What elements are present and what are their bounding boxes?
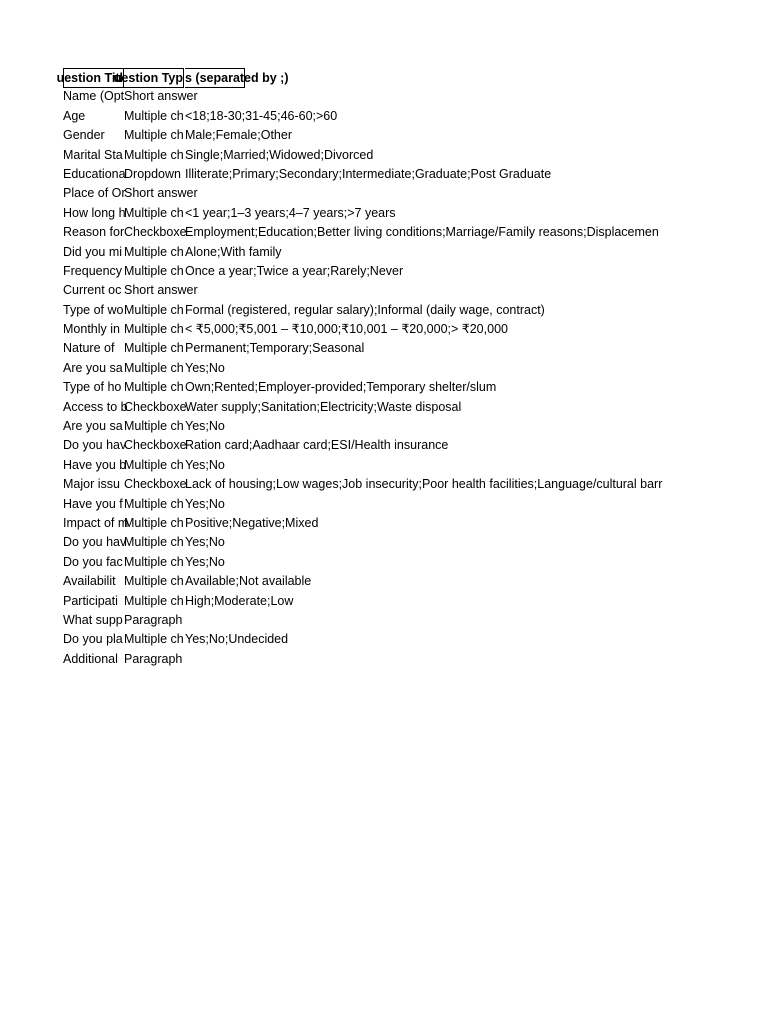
question-type-cell: Short answer [124, 186, 198, 201]
question-title-cell: Additional [63, 651, 118, 666]
options-cell: Positive;Negative;Mixed [185, 515, 319, 530]
question-title-cell: Frequency [63, 263, 123, 278]
options-cell [185, 611, 745, 630]
question-title-cell: Are you sa [63, 360, 123, 375]
question-type-cell: Multiple ch [124, 108, 184, 123]
question-title-cell: Have you f [63, 496, 123, 511]
question-type-cell: Multiple ch [124, 128, 184, 143]
question-title-cell: Type of wo [63, 302, 124, 317]
table-row [62, 107, 752, 126]
options-cell: Water supply;Sanitation;Electricity;Waste disposal [185, 399, 462, 414]
question-title-cell: Do you hav [63, 535, 127, 550]
question-type-cell: Multiple ch [124, 593, 184, 608]
table-row [62, 204, 752, 223]
question-title-cell: Availabilit [63, 574, 116, 589]
question-type-cell: Multiple ch [124, 147, 184, 162]
options-cell: Yes;No [185, 554, 225, 569]
table-row [62, 146, 752, 165]
question-type-cell: Multiple ch [124, 496, 184, 511]
table-row [62, 126, 752, 145]
question-type-cell: Checkboxe [124, 225, 187, 240]
question-title-cell: Reason for [63, 225, 125, 240]
question-type-cell: Multiple ch [124, 457, 184, 472]
table-row [62, 281, 752, 300]
options-cell [185, 87, 745, 106]
spreadsheet-page [56, 68, 752, 669]
question-title-cell: Monthly in [63, 322, 120, 337]
table-row [62, 630, 752, 649]
question-type-cell: Short answer [124, 283, 198, 298]
options-cell: Illiterate;Primary;Secondary;Intermediate;Graduate;Post Graduate [185, 166, 552, 181]
question-type-cell: Multiple ch [124, 574, 184, 589]
question-type-cell: Dropdown [124, 166, 181, 181]
question-title-cell: Do you hav [63, 438, 127, 453]
question-type-cell: Paragraph [124, 612, 183, 627]
header-options: s (separated by ;) [185, 68, 245, 88]
question-title-cell: Major issu [63, 477, 120, 492]
options-cell: Permanent;Temporary;Seasonal [185, 341, 365, 356]
question-type-cell: Multiple ch [124, 380, 184, 395]
options-cell: <1 year;1–3 years;4–7 years;>7 years [185, 205, 396, 220]
table-row [62, 572, 752, 591]
options-cell: Employment;Education;Better living conditions;Marriage/Family reasons;Displacemen [185, 225, 659, 240]
table-row [62, 243, 752, 262]
options-cell: Alone;With family [185, 244, 282, 259]
table-row [62, 553, 752, 572]
question-title-cell: Nature of [63, 341, 115, 356]
options-cell [185, 184, 745, 203]
question-rows [62, 87, 752, 669]
options-cell: Once a year;Twice a year;Rarely;Never [185, 263, 404, 278]
table-row [62, 378, 752, 397]
question-type-cell: Multiple ch [124, 535, 184, 550]
question-type-cell: Multiple ch [124, 632, 184, 647]
options-cell: Yes;No;Undecided [185, 632, 289, 647]
question-type-cell: Multiple ch [124, 322, 184, 337]
table-row [62, 184, 752, 203]
question-title-cell: Name (Opt [63, 89, 125, 104]
question-type-cell: Multiple ch [124, 263, 184, 278]
question-title-cell: Educationa [63, 166, 126, 181]
table-row [62, 87, 752, 106]
table-row [62, 514, 752, 533]
question-title-cell: Did you mi [63, 244, 123, 259]
table-row [62, 533, 752, 552]
table-row [62, 456, 752, 475]
table-row [62, 262, 752, 281]
table-row [62, 650, 752, 669]
question-title-cell: Access to b [63, 399, 128, 414]
table-row [62, 398, 752, 417]
question-type-cell: Multiple ch [124, 302, 184, 317]
header-row [56, 68, 752, 87]
question-title-cell: Place of Or [63, 186, 126, 201]
question-title-cell: Current oc [63, 283, 122, 298]
question-type-cell: Short answer [124, 89, 198, 104]
table-row [62, 592, 752, 611]
question-title-cell: Marital Sta [63, 147, 123, 162]
question-title-cell: Do you fac [63, 554, 123, 569]
table-row [62, 339, 752, 358]
table-row [62, 611, 752, 630]
question-title-cell: How long h [63, 205, 126, 220]
options-cell: High;Moderate;Low [185, 593, 294, 608]
question-title-cell: Type of ho [63, 380, 122, 395]
options-cell: Yes;No [185, 360, 225, 375]
options-cell: Single;Married;Widowed;Divorced [185, 147, 374, 162]
question-title-cell: Do you pla [63, 632, 123, 647]
header-question-title: uestion Titl [63, 68, 124, 88]
table-row [62, 165, 752, 184]
table-row [62, 301, 752, 320]
table-row [62, 359, 752, 378]
question-type-cell: Checkboxe [124, 438, 187, 453]
options-cell: Yes;No [185, 535, 225, 550]
question-title-cell: Have you b [63, 457, 127, 472]
options-cell: <18;18-30;31-45;46-60;>60 [185, 108, 338, 123]
question-type-cell: Multiple ch [124, 360, 184, 375]
question-title-cell: Participati [63, 593, 118, 608]
question-type-cell: Multiple ch [124, 205, 184, 220]
question-title-cell: Gender [63, 128, 105, 143]
options-cell: Yes;No [185, 457, 225, 472]
question-title-cell: Age [63, 108, 86, 123]
options-cell [185, 281, 745, 300]
options-cell: Formal (registered, regular salary);Informal (daily wage, contract) [185, 302, 545, 317]
options-cell: Ration card;Aadhaar card;ESI/Health insurance [185, 438, 449, 453]
question-title-cell: Are you sa [63, 419, 123, 434]
table-row [62, 495, 752, 514]
table-row [62, 475, 752, 494]
options-cell [185, 650, 745, 669]
question-type-cell: Multiple ch [124, 244, 184, 259]
options-cell: Yes;No [185, 419, 225, 434]
question-title-cell: Impact of m [63, 515, 129, 530]
question-type-cell: Checkboxe [124, 399, 187, 414]
table-row [62, 223, 752, 242]
options-cell: Available;Not available [185, 574, 312, 589]
table-row [62, 417, 752, 436]
options-cell: Lack of housing;Low wages;Job insecurity;Poor health facilities;Language/cultural barr [185, 477, 663, 492]
options-cell: < ₹5,000;₹5,001 – ₹10,000;₹10,001 – ₹20,000;> ₹20,000 [185, 322, 508, 337]
table-row [62, 436, 752, 455]
question-type-cell: Paragraph [124, 651, 183, 666]
options-cell: Own;Rented;Employer-provided;Temporary shelter/slum [185, 380, 497, 395]
options-cell: Male;Female;Other [185, 128, 292, 143]
question-type-cell: Checkboxe [124, 477, 187, 492]
question-type-cell: Multiple ch [124, 554, 184, 569]
table-row [62, 320, 752, 339]
question-type-cell: Multiple ch [124, 515, 184, 530]
header-question-type: uestion Typ [124, 68, 184, 88]
question-type-cell: Multiple ch [124, 341, 184, 356]
question-title-cell: What supp [63, 612, 123, 627]
question-type-cell: Multiple ch [124, 419, 184, 434]
options-cell: Yes;No [185, 496, 225, 511]
